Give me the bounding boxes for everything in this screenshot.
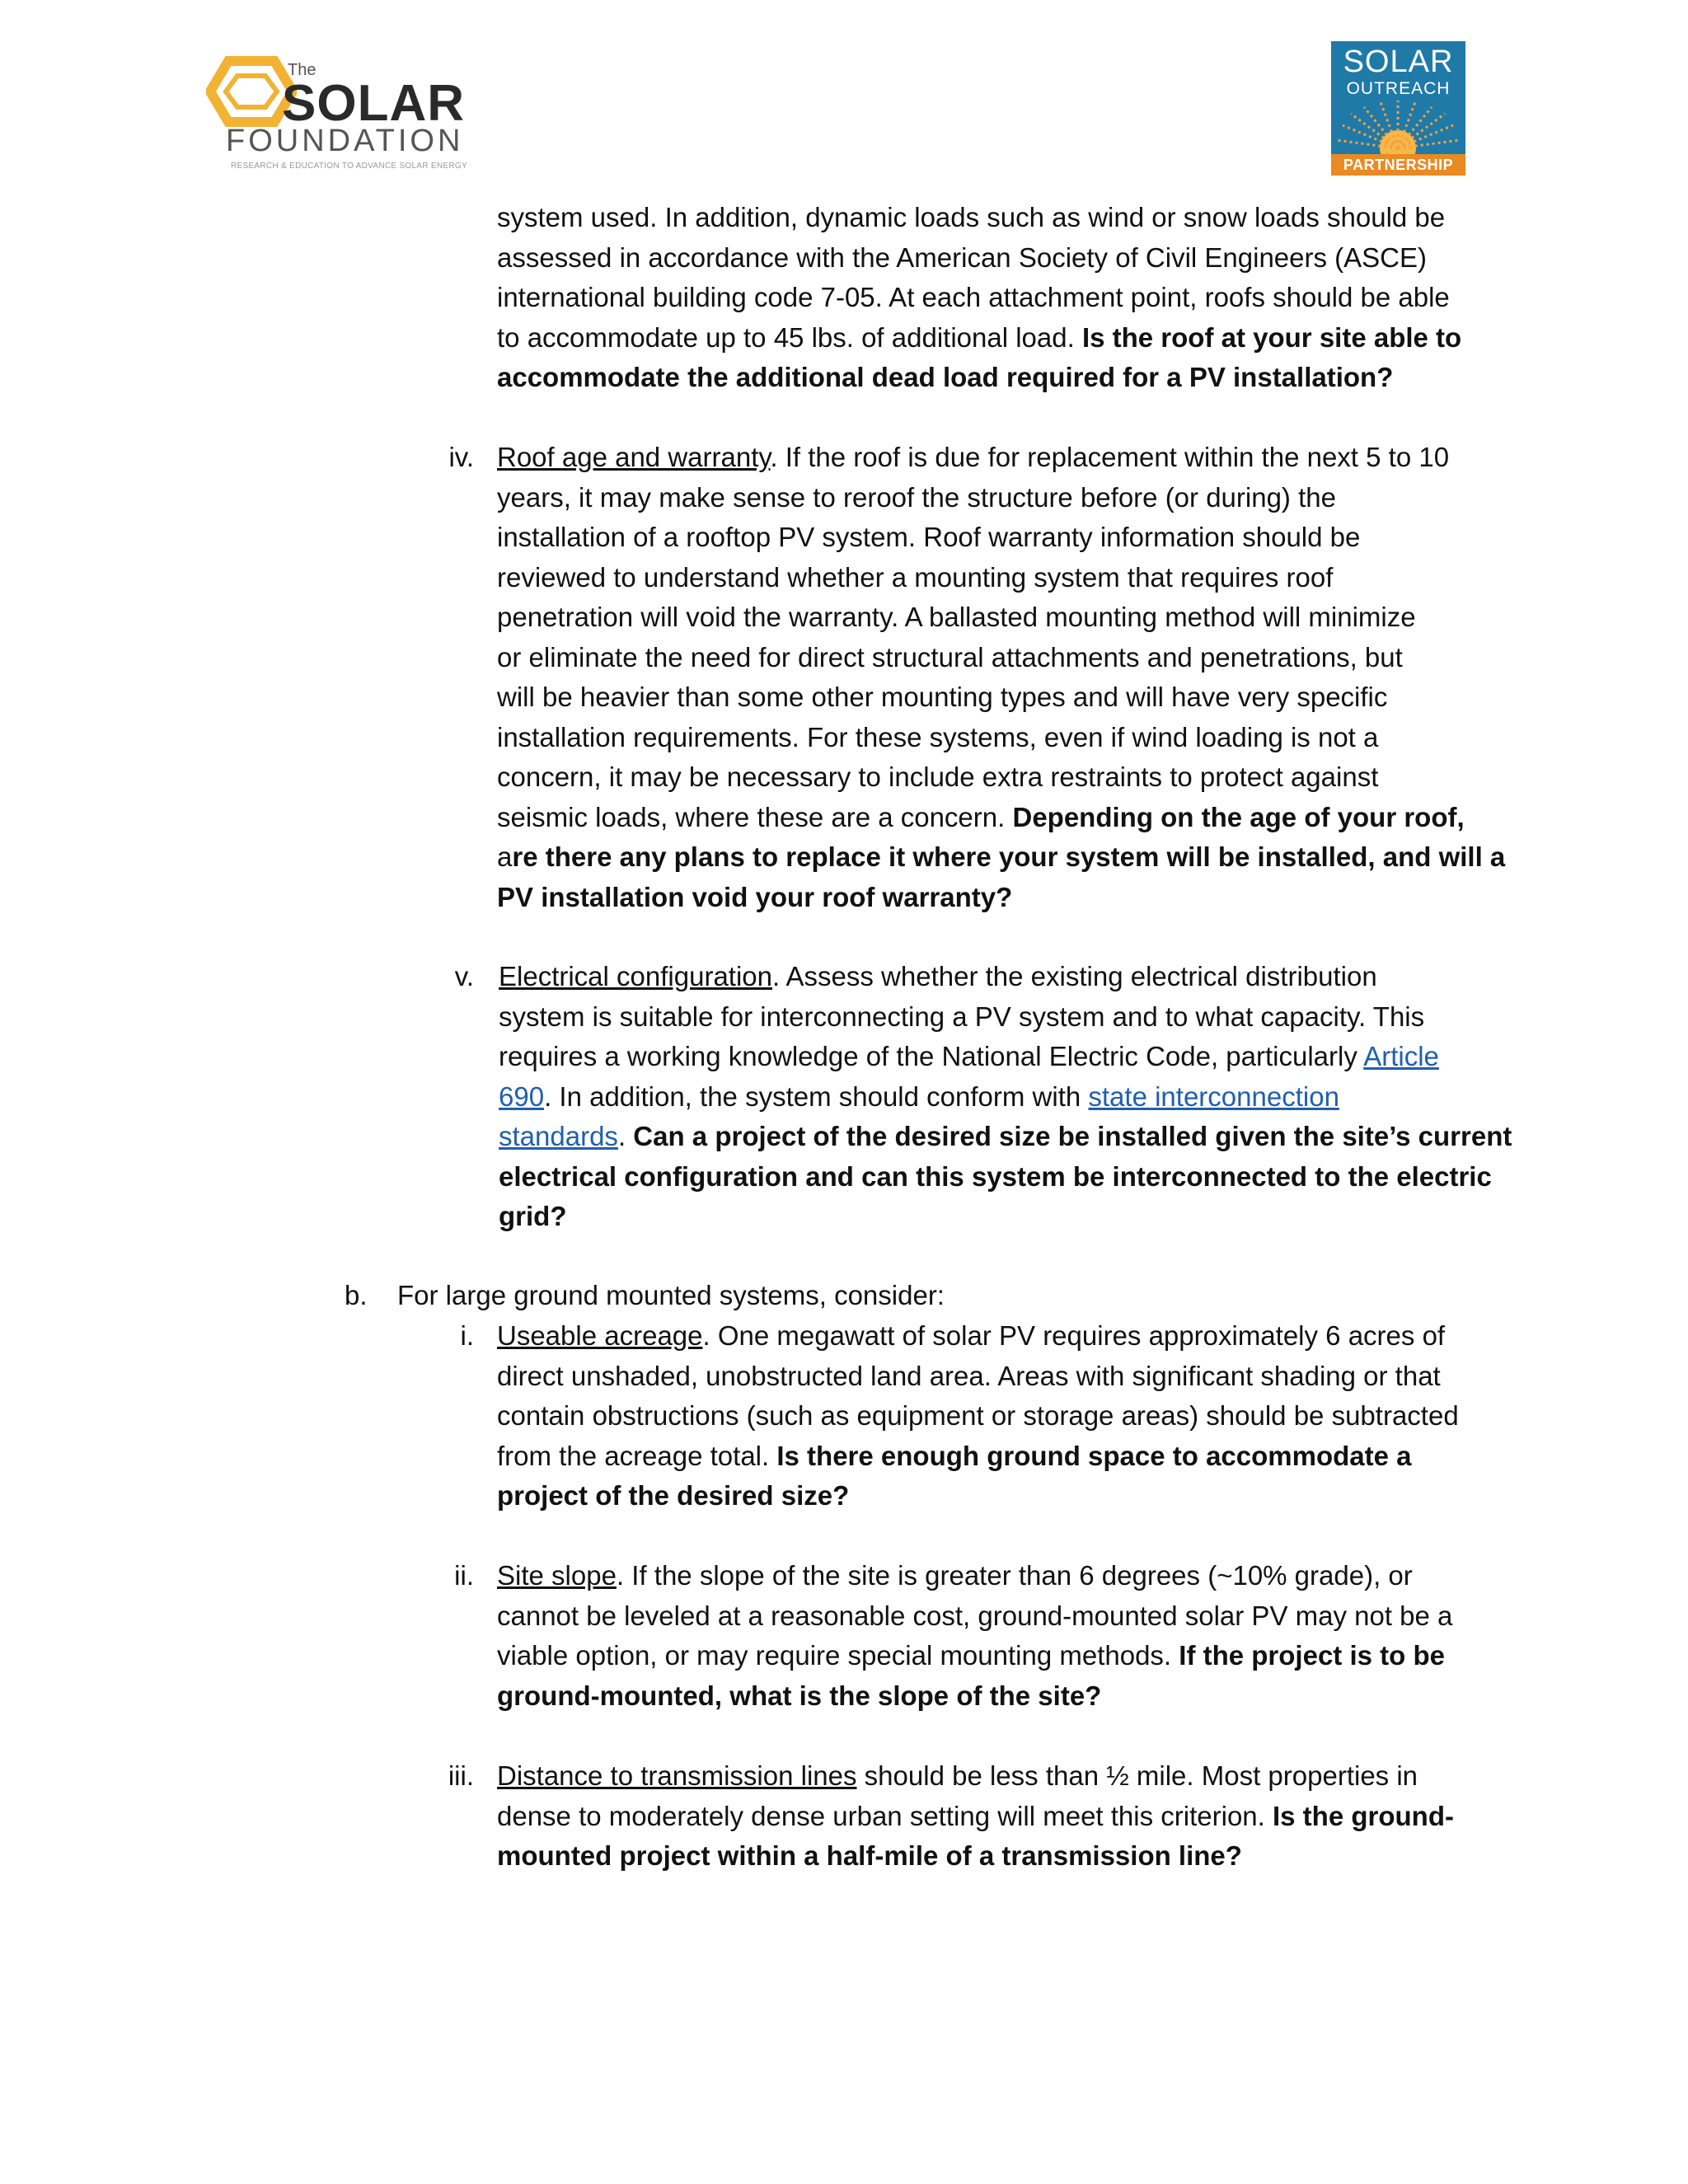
logo-tagline: RESEARCH & EDUCATION TO ADVANCE SOLAR ENERGY <box>231 162 467 171</box>
paragraph-line: penetration will void the warranty. A ballasted mounting method will minimize <box>497 602 1416 632</box>
question-text: electrical configuration and can this system be interconnected to the electric <box>499 1160 1492 1192</box>
paragraph-fragment: a <box>497 841 513 872</box>
paragraph-line: installation of a rooftop PV system. Roof warranty information should be <box>497 522 1361 552</box>
paragraph-line: dense to moderately dense urban setting will meet this criterion. <box>497 1800 1273 1831</box>
item-heading: Site slope <box>497 1560 617 1591</box>
item-heading: Useable acreage <box>497 1320 703 1351</box>
link-article-690[interactable]: 690 <box>499 1080 545 1112</box>
paragraph-line: assessed in accordance with the American Society of Civil Engineers (ASCE) <box>497 241 1428 273</box>
question-text: If the project is to be <box>1179 1640 1445 1671</box>
paragraph-line: to accommodate up to 45 lbs. of additional load. <box>497 321 1082 353</box>
question-text: Can a project of the desired size be installed given the site’s current <box>633 1121 1512 1151</box>
question-text: PV installation void your roof warranty? <box>497 881 1013 912</box>
paragraph-line: direct unshaded, unobstructed land area. Areas with significant shading or that <box>497 1360 1441 1391</box>
list-marker: ii. <box>454 1560 474 1591</box>
paragraph-line: installation requirements. For these systems, even if wind loading is not a <box>497 721 1379 752</box>
logo-solar-text: SOLAR <box>282 75 465 132</box>
paragraph-fragment: . <box>617 1121 634 1151</box>
question-text: ground-mounted, what is the slope of the site? <box>497 1680 1102 1711</box>
paragraph-line: international building code 7-05. At each attachment point, roofs should be able <box>497 282 1450 312</box>
paragraph-line: . If the slope of the site is greater than 6 degrees (~10% grade), or <box>616 1560 1413 1591</box>
question-text: accommodate the additional dead load required for a PV installation? <box>497 362 1394 392</box>
paragraph-line: . If the roof is due for replacement within the next 5 to 10 <box>770 442 1450 472</box>
paragraph-line: years, it may make sense to reroof the structure before (or during) the <box>497 481 1336 513</box>
paragraph-line: system used. In addition, dynamic loads such as wind or snow loads should be <box>497 202 1446 232</box>
paragraph-line: reviewed to understand whether a mounting system that requires roof <box>497 561 1334 593</box>
question-text: Is the ground- <box>1272 1800 1454 1831</box>
logo-foundation-text: FOUNDATION <box>226 124 464 158</box>
item-distance-to-transmission <box>497 1756 1511 1877</box>
paragraph-line: or eliminate the need for direct structural attachments and penetrations, but <box>497 641 1403 673</box>
list-marker: v. <box>454 961 474 991</box>
continuation-paragraph <box>497 198 1511 398</box>
paragraph-line: . In addition, the system should conform with <box>544 1080 1089 1112</box>
link-article-690[interactable]: Article <box>1363 1041 1439 1071</box>
list-marker: iv. <box>448 442 474 472</box>
paragraph-line: cannot be leveled at a reasonable cost, ground-mounted solar PV may not be a <box>497 1600 1453 1631</box>
item-site-slope <box>497 1556 1511 1716</box>
paragraph-line: will be heavier than some other mounting types and will have very specific <box>497 682 1388 712</box>
list-marker: i. <box>460 1320 474 1351</box>
item-roof-age <box>497 438 1511 917</box>
item-heading: Roof age and warranty <box>497 442 771 472</box>
sunburst-icon <box>1331 97 1465 155</box>
paragraph-line: contain obstructions (such as equipment or storage areas) should be subtracted <box>497 1400 1459 1431</box>
paragraph-line: . One megawatt of solar PV requires approximately 6 acres of <box>702 1320 1446 1351</box>
question-text: Is there enough ground space to accommodate a <box>776 1440 1412 1471</box>
solar-foundation-logo <box>206 51 467 183</box>
question-text: project of the desired size? <box>497 1480 850 1511</box>
item-useable-acreage <box>497 1316 1511 1516</box>
logo-the-text: The <box>288 61 316 79</box>
logo-right-solar: SOLAR <box>1343 45 1454 79</box>
question-text: grid? <box>499 1201 567 1231</box>
item-electrical-configuration <box>499 957 1512 1237</box>
logo-right-partnership: PARTNERSHIP <box>1331 154 1465 176</box>
question-text: mounted project within a half-mile of a transmission line? <box>497 1840 1242 1871</box>
list-marker: b. <box>345 1280 368 1310</box>
link-state-interconnection-standards[interactable]: standards <box>499 1121 618 1151</box>
paragraph-line: should be less than ½ mile. Most properties in <box>856 1760 1418 1791</box>
item-ground-mounted-heading: For large ground mounted systems, consider: <box>397 1280 945 1310</box>
item-heading: Distance to transmission lines <box>497 1760 857 1791</box>
question-text: re there any plans to replace it where your system will be installed, and will a <box>512 841 1506 872</box>
paragraph-line: system is suitable for interconnecting a PV system and to what capacity. This <box>499 1001 1425 1032</box>
question-text: Depending on the age of your roof, <box>1012 801 1465 832</box>
paragraph-line: from the acreage total. <box>497 1440 777 1471</box>
link-state-interconnection-standards[interactable]: state interconnection <box>1088 1080 1339 1112</box>
paragraph-line: requires a working knowledge of the National Electric Code, particularly <box>499 1041 1364 1071</box>
paragraph-line: . Assess whether the existing electrical distribution <box>772 961 1377 991</box>
logo-right-outreach: OUTREACH <box>1346 79 1451 98</box>
paragraph-line: concern, it may be necessary to include extra restraints to protect against <box>497 762 1379 792</box>
list-marker: iii. <box>448 1760 474 1791</box>
paragraph-line: viable option, or may require special mounting methods. <box>497 1640 1179 1671</box>
item-heading: Electrical configuration <box>499 961 772 991</box>
paragraph-line: seismic loads, where these are a concern. <box>497 801 1013 832</box>
solar-outreach-partnership-logo <box>1331 41 1465 176</box>
question-text: Is the roof at your site able to <box>1081 321 1462 353</box>
